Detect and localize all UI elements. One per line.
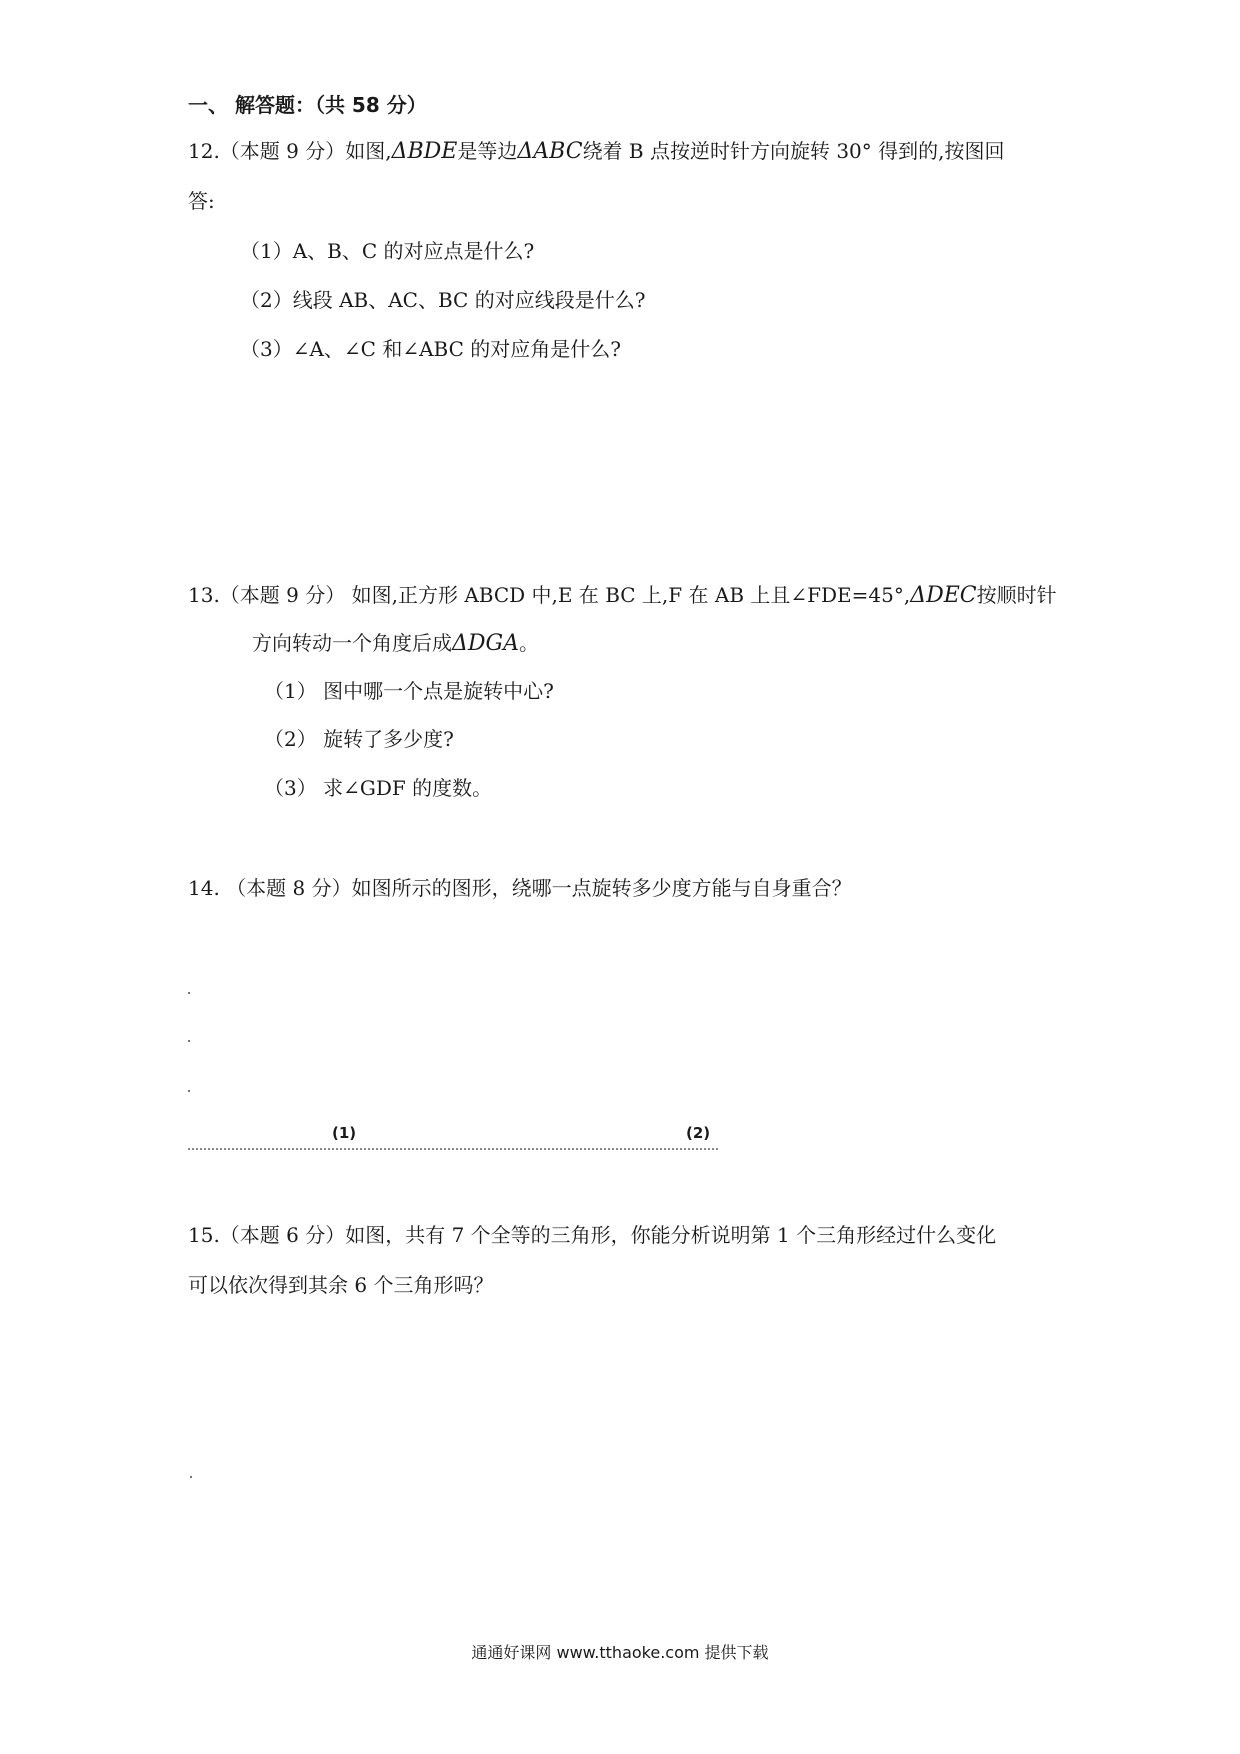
question-14-text: 14. （本题 8 分）如图所示的图形，绕哪一点旋转多少度方能与自身重合？: [188, 876, 852, 900]
question-12-line-2: 答:: [188, 189, 215, 213]
question-15-line-2: 可以依次得到其余 6 个三角形吗？: [188, 1273, 494, 1297]
section-title: 一、 解答题：（共 58 分）: [188, 93, 427, 117]
question-12-sub-1: （1）A、B、C 的对应点是什么?: [240, 239, 535, 263]
figure-speck: [188, 992, 190, 994]
q12-triangle-bde: ΔBDE: [391, 139, 458, 164]
question-13-line-1: [188, 582, 1057, 609]
q12-triangle-abc: ΔABC: [517, 139, 583, 164]
question-13-sub-3: （3） 求∠GDF 的度数。: [264, 776, 493, 800]
question-13-line-2: [252, 630, 539, 657]
q13-line2-pre: 方向转动一个角度后成: [252, 631, 452, 655]
q13-text-post: 按顺时针: [976, 583, 1057, 607]
q12-text-post: 绕着 B 点按逆时针方向旋转 30° 得到的,按图回: [582, 139, 1005, 163]
q13-triangle-dga: ΔDGA: [452, 631, 519, 656]
question-13-sub-2: （2） 旋转了多少度?: [264, 727, 454, 751]
question-15-line-1: 15.（本题 6 分）如图，共有 7 个全等的三角形，你能分析说明第 1 个三角形经过什么变化: [188, 1223, 997, 1247]
q13-line2-post: 。: [519, 631, 539, 655]
question-12-line-1: [188, 138, 1005, 165]
figure-speck: [190, 1476, 192, 1478]
figure-speck: [188, 1040, 190, 1042]
figure-2-label: (2): [686, 1124, 711, 1142]
question-12-sub-3: （3）∠A、∠C 和∠ABC 的对应角是什么?: [240, 337, 621, 361]
q13-triangle-dec: ΔDEC: [910, 583, 977, 608]
page-footer: 通通好课网 www.tthaoke.com 提供下载: [471, 1643, 769, 1662]
figure-placeholder-row: [188, 1128, 718, 1150]
q13-text-pre: 13.（本题 9 分） 如图,正方形 ABCD 中,E 在 BC 上,F 在 AB 上且∠FDE=45°,: [188, 583, 911, 607]
q12-text-pre: 12.（本题 9 分）如图,: [188, 139, 392, 163]
figure-speck: [188, 1090, 190, 1092]
figure-1-label: (1): [332, 1124, 357, 1142]
question-12-sub-2: （2）线段 AB、AC、BC 的对应线段是什么?: [240, 288, 646, 312]
q12-text-mid: 是等边: [457, 139, 518, 163]
question-13-sub-1: （1） 图中哪一个点是旋转中心?: [264, 679, 554, 703]
